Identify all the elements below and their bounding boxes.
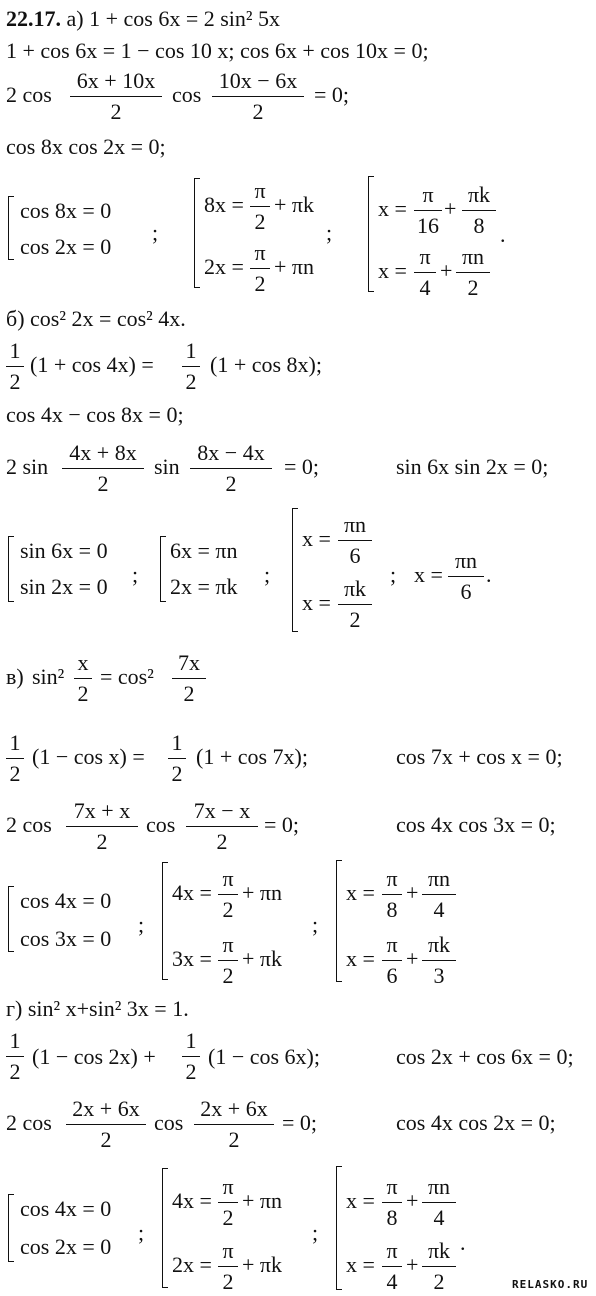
system-eq-lhs: 8x = <box>204 192 244 217</box>
equation-part: (1 + cos 4x) = <box>30 352 154 377</box>
equation-part: cos <box>154 1110 184 1135</box>
separator: ; <box>152 220 159 245</box>
fraction: $\frac{\pi k}{2}$ <box>338 578 372 631</box>
system-eq-lhs: 2x = <box>204 254 244 279</box>
equation-right: cos 2x + cos 6x = 0; <box>396 1044 574 1069</box>
fraction: $\frac{4x + 8x}{2}$ <box>62 442 144 495</box>
system-eq: cos 8x = 0 <box>20 198 112 223</box>
fraction: $\frac{\pi}{6}$ <box>382 934 402 987</box>
fraction: $\frac{\pi k}{3}$ <box>422 934 456 987</box>
period: . <box>500 222 506 247</box>
equation-part: 2 cos <box>6 812 52 837</box>
equation-part: cos <box>146 812 176 837</box>
plus-sign: + <box>406 880 419 905</box>
system-bracket <box>336 1166 342 1290</box>
system-bracket <box>8 196 14 260</box>
system-eq-lhs: x = <box>346 1188 375 1213</box>
separator: ; <box>264 562 271 587</box>
equation-right: cos 7x + cos x = 0; <box>396 744 563 769</box>
fraction: $\frac{\pi}{16}$ <box>414 184 442 237</box>
fraction: $\frac{\pi n}{2}$ <box>456 246 490 299</box>
equation-part: = 0; <box>282 1110 318 1135</box>
system-eq: 2x = πk <box>170 574 238 599</box>
part-a-l3-pre: 2 cos <box>6 82 52 107</box>
period: . <box>460 1230 466 1255</box>
system-eq-lhs: x = <box>346 946 375 971</box>
system-bracket <box>8 536 14 602</box>
fraction: $\frac{7x}{2}$ <box>172 652 206 705</box>
system-eq: cos 2x = 0 <box>20 234 112 259</box>
plus-sign: + <box>440 258 453 283</box>
fraction: $\frac{\pi n}{6}$ <box>448 550 484 603</box>
problem-number: 22.17. <box>6 6 61 31</box>
equation-right: cos 4x cos 3x = 0; <box>396 812 556 837</box>
system-eq-lhs: x = <box>302 590 331 615</box>
equation-part: = cos² <box>100 664 154 689</box>
fraction: $\frac{1}{2}$ <box>182 1030 200 1083</box>
system-eq-lhs: x = <box>378 258 407 283</box>
fraction: $\frac{\pi}{4}$ <box>382 1240 402 1293</box>
system-eq-rhs: + πk <box>242 1252 283 1277</box>
separator: ; <box>326 220 333 245</box>
final-answer-lhs: x = <box>414 562 443 587</box>
system-eq-lhs: 4x = <box>172 1188 212 1213</box>
system-eq-lhs: x = <box>378 196 407 221</box>
equation-part: (1 − cos x) = <box>32 744 145 769</box>
system-bracket <box>194 178 200 288</box>
part-b-line-3: cos 4x − cos 8x = 0; <box>6 402 184 427</box>
period: . <box>486 562 492 587</box>
separator: ; <box>312 912 319 937</box>
part-g-label: г) <box>6 996 23 1021</box>
fraction: $\frac{1}{2}$ <box>6 1030 24 1083</box>
part-a-l3-end: = 0; <box>314 82 350 107</box>
system-eq-lhs: x = <box>302 526 331 551</box>
fraction: $\frac{\pi}{8}$ <box>382 1176 402 1229</box>
system-bracket <box>162 1168 168 1288</box>
system-eq-rhs: + πk <box>274 192 315 217</box>
separator: ; <box>390 562 397 587</box>
equation-part: = 0; <box>264 812 300 837</box>
system-eq: cos 3x = 0 <box>20 926 112 951</box>
plus-sign: + <box>406 1252 419 1277</box>
system-eq-rhs: + πn <box>274 254 315 279</box>
system-bracket <box>292 508 298 632</box>
system-eq-rhs: + πn <box>242 880 283 905</box>
fraction: $\frac{\pi}{2}$ <box>250 180 270 233</box>
system-eq-rhs: + πn <box>242 1188 283 1213</box>
fraction: $\frac{10x - 6x}{2}$ <box>212 70 304 123</box>
equation-right: cos 4x cos 2x = 0; <box>396 1110 556 1135</box>
fraction: $\frac{\pi k}{8}$ <box>462 184 496 237</box>
fraction: $\frac{7x - x}{2}$ <box>186 800 258 853</box>
separator: ; <box>132 562 139 587</box>
fraction: $\frac{\pi}{2}$ <box>218 1240 238 1293</box>
part-a-l3-mid: cos <box>172 82 202 107</box>
system-bracket <box>336 860 342 982</box>
part-b-label: б) <box>6 306 25 331</box>
plus-sign: + <box>406 1188 419 1213</box>
equation-part: sin² <box>32 664 65 689</box>
system-bracket <box>8 1194 14 1262</box>
system-bracket <box>160 536 166 602</box>
system-eq: cos 4x = 0 <box>20 888 112 913</box>
system-eq: 6x = πn <box>170 538 238 563</box>
system-eq-rhs: + πk <box>242 946 283 971</box>
equation-part: 2 sin <box>6 454 49 479</box>
fraction: $\frac{\pi}{2}$ <box>218 868 238 921</box>
fraction: $\frac{6x + 10x}{2}$ <box>70 70 162 123</box>
fraction: $\frac{\pi}{4}$ <box>414 246 436 299</box>
separator: ; <box>138 912 145 937</box>
system-bracket <box>162 862 168 980</box>
equation-part: (1 − cos 2x) + <box>32 1044 156 1069</box>
system-eq: sin 6x = 0 <box>20 538 108 563</box>
system-eq-lhs: 2x = <box>172 1252 212 1277</box>
fraction: $\frac{x}{2}$ <box>74 652 92 705</box>
part-b-statement: cos² 2x = cos² 4x. <box>30 306 186 331</box>
plus-sign: + <box>444 196 457 221</box>
part-a-statement: 1 + cos 6x = 2 sin² 5x <box>89 6 281 31</box>
fraction: $\frac{2x + 6x}{2}$ <box>194 1098 274 1151</box>
site-watermark: RELASKO.RU <box>512 1278 589 1291</box>
fraction: $\frac{1}{2}$ <box>182 340 200 393</box>
system-eq: cos 4x = 0 <box>20 1196 112 1221</box>
equation-part: 2 cos <box>6 1110 52 1135</box>
fraction: $\frac{\pi}{2}$ <box>250 242 270 295</box>
plus-sign: + <box>406 946 419 971</box>
equation-part: (1 + cos 7x); <box>196 744 308 769</box>
fraction: $\frac{7x + x}{2}$ <box>66 800 138 853</box>
fraction: $\frac{8x - 4x}{2}$ <box>190 442 272 495</box>
part-a-line-2: 1 + cos 6x = 1 − cos 10 x; cos 6x + cos 10x = 0; <box>6 38 429 63</box>
part-b-header <box>6 308 186 330</box>
equation-part: sin <box>154 454 180 479</box>
problem-header <box>6 8 280 30</box>
system-bracket <box>8 886 14 952</box>
system-eq-lhs: 3x = <box>172 946 212 971</box>
system-eq-lhs: x = <box>346 880 375 905</box>
fraction: $\frac{\pi n}{4}$ <box>422 1176 456 1229</box>
part-v-label: в) <box>6 664 24 689</box>
system-eq: cos 2x = 0 <box>20 1234 112 1259</box>
system-eq-lhs: x = <box>346 1252 375 1277</box>
separator: ; <box>312 1220 319 1245</box>
fraction: $\frac{1}{2}$ <box>168 732 186 785</box>
fraction: $\frac{\pi k}{2}$ <box>422 1240 456 1293</box>
system-bracket <box>368 176 374 292</box>
fraction: $\frac{\pi n}{4}$ <box>422 868 456 921</box>
system-eq-lhs: 4x = <box>172 880 212 905</box>
equation-right: sin 6x sin 2x = 0; <box>396 454 549 479</box>
equation-part: (1 + cos 8x); <box>210 352 322 377</box>
fraction: $\frac{2x + 6x}{2}$ <box>66 1098 146 1151</box>
fraction: $\frac{\pi n}{6}$ <box>338 514 372 567</box>
system-eq: sin 2x = 0 <box>20 574 108 599</box>
equation-part: (1 − cos 6x); <box>208 1044 320 1069</box>
fraction: $\frac{\pi}{2}$ <box>218 934 238 987</box>
fraction: $\frac{1}{2}$ <box>6 732 24 785</box>
equation-part: = 0; <box>284 454 320 479</box>
fraction: $\frac{1}{2}$ <box>6 340 24 393</box>
fraction: $\frac{\pi}{2}$ <box>218 1176 238 1229</box>
separator: ; <box>138 1220 145 1245</box>
fraction: $\frac{\pi}{8}$ <box>382 868 402 921</box>
part-a-label: а) <box>66 6 84 31</box>
part-g-header <box>6 998 189 1020</box>
part-a-line-4: cos 8x cos 2x = 0; <box>6 134 166 159</box>
part-g-statement: sin² x+sin² 3x = 1. <box>27 996 189 1021</box>
